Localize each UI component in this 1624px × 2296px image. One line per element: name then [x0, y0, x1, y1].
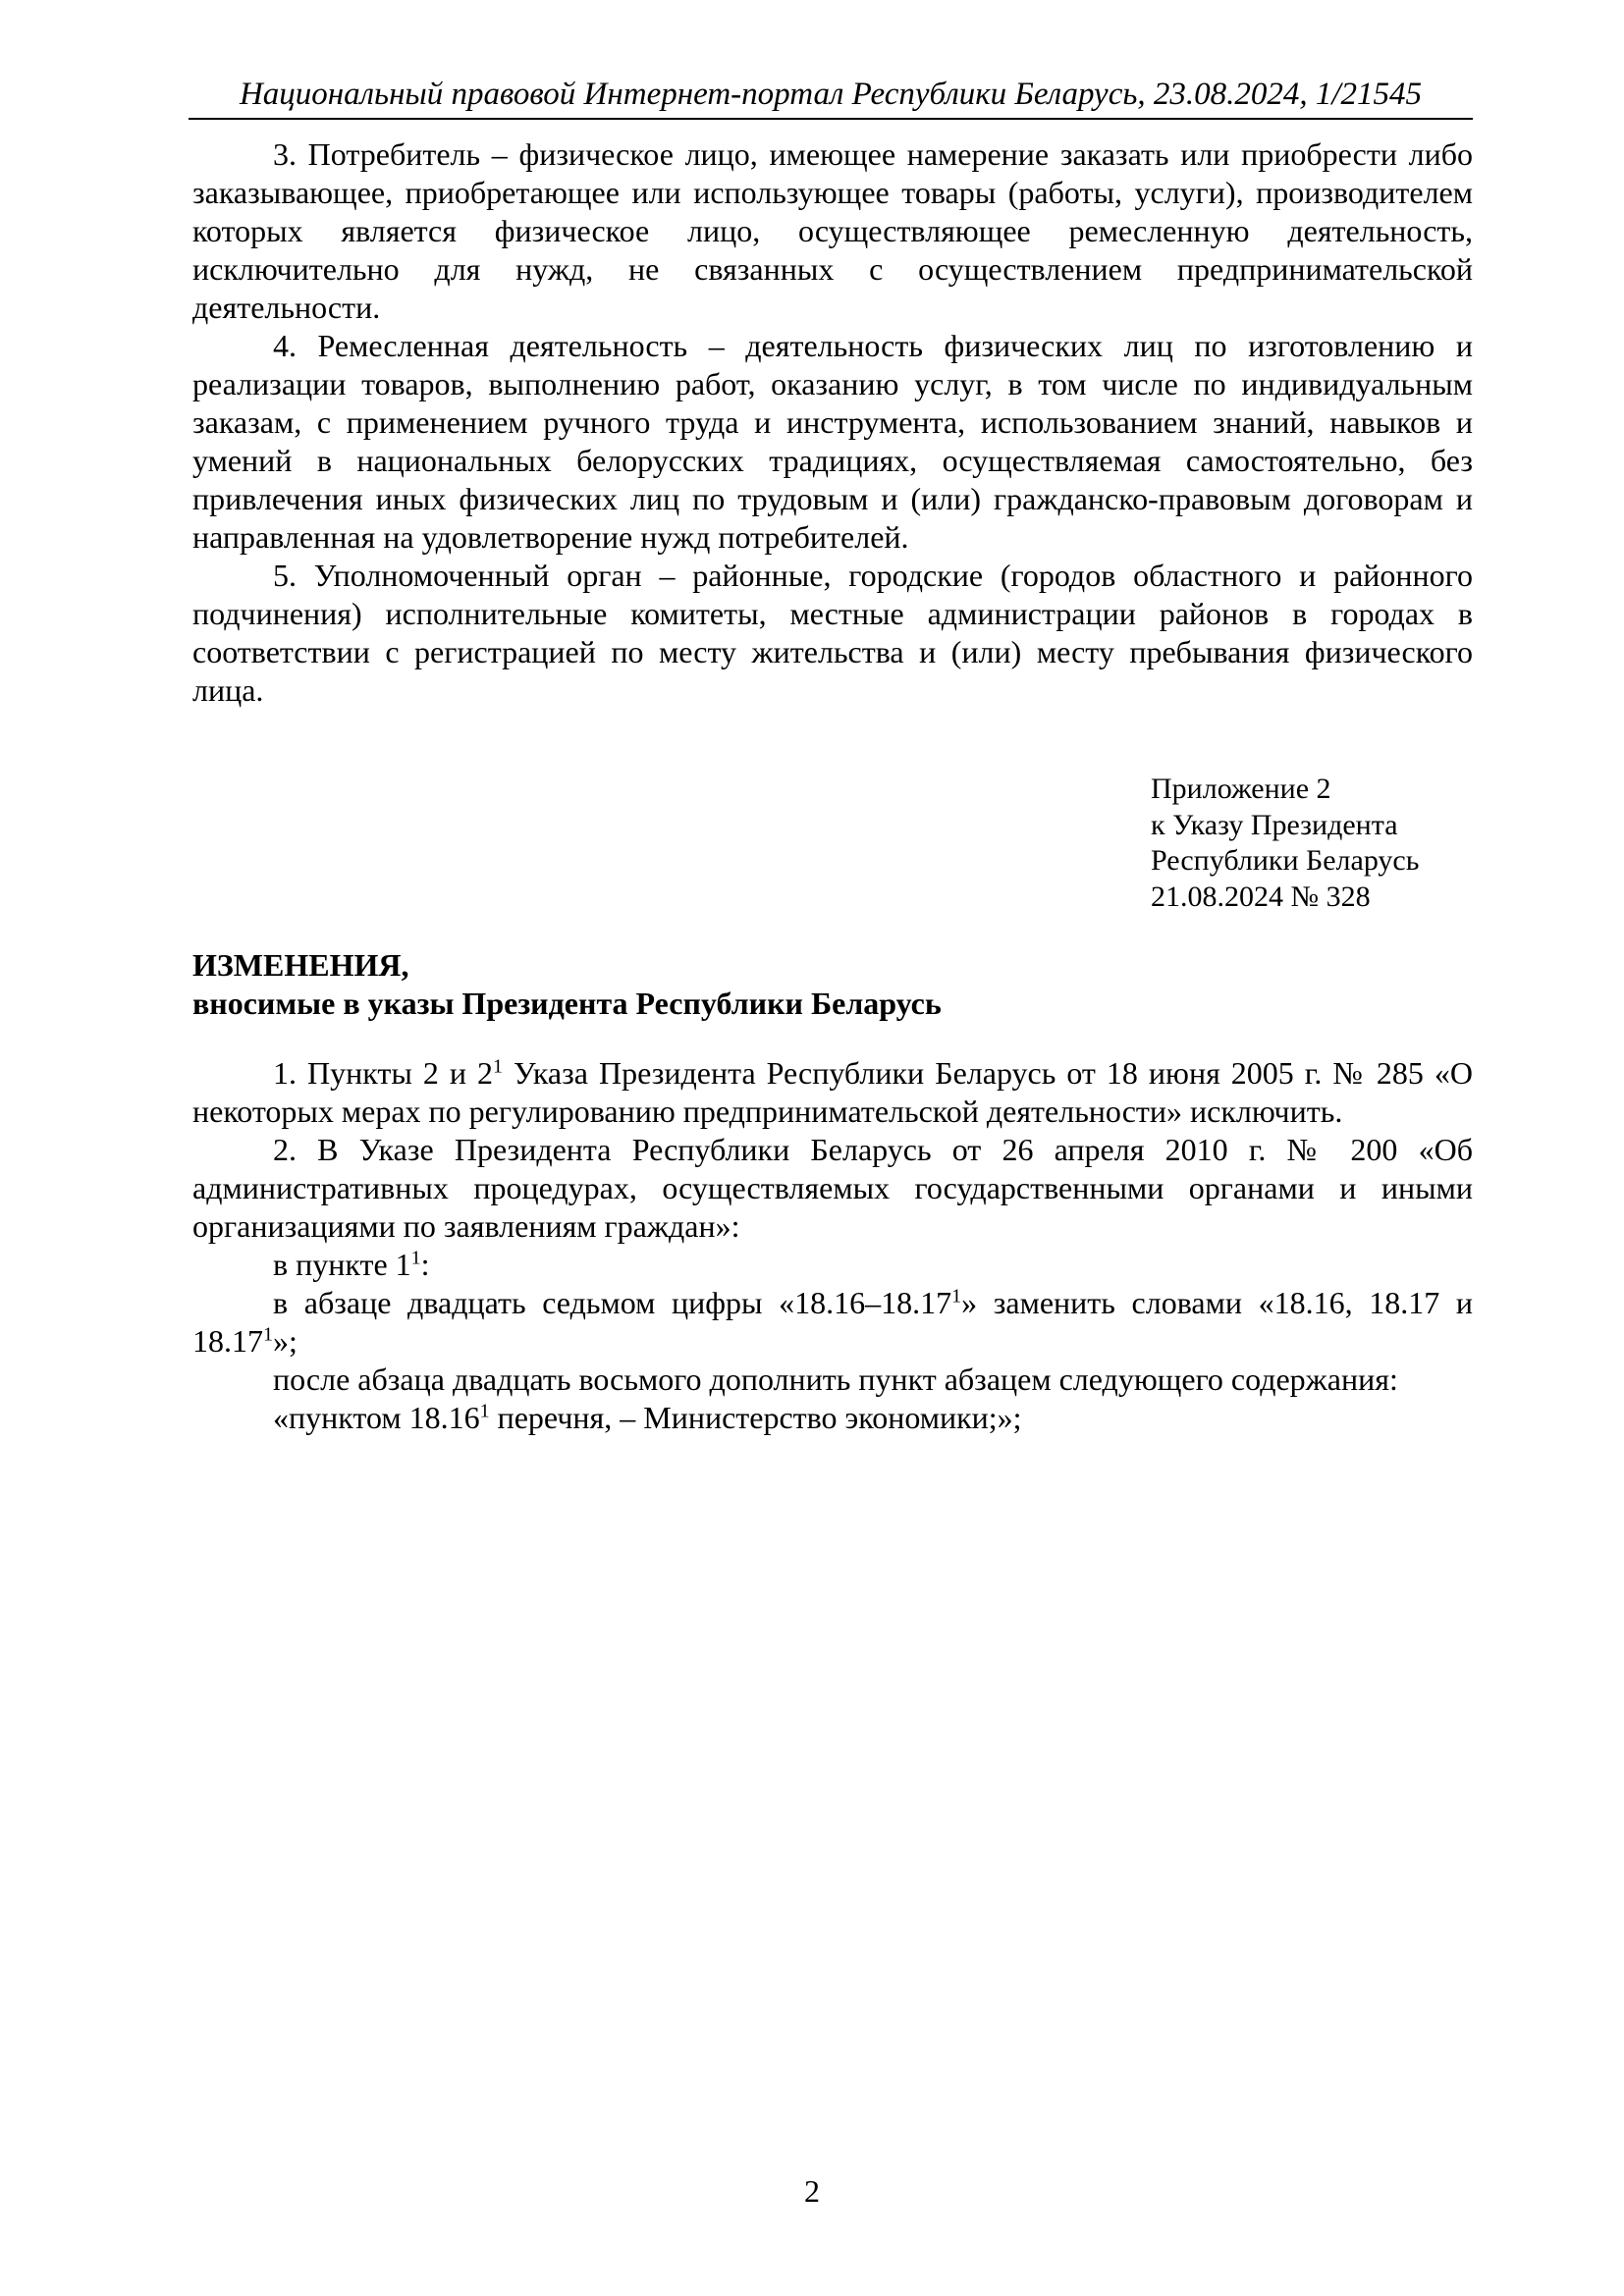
amendment-paragraph: после абзаца двадцать восьмого дополнить пункт абзацем следующего содержания:	[273, 1362, 1398, 1397]
appendix-line: Республики Беларусь	[1151, 844, 1420, 877]
definition-authorized-body: 5. Уполномоченный орган – районные, городские (городов областного и районного подчинения) исполнительные комитеты, местные администрации районов в городах в соответствии с регистрацией по месту жительства и (или) месту пребывания физического лица.	[192, 558, 1473, 708]
amendment-paragraph: в абзаце двадцать седьмом цифры «18.16–18.17$^1$» заменить словами «18.16, 18.17 и 18.17$^1$»;	[192, 1285, 1474, 1359]
amendment-paragraph: «пунктом 18.16$^1$ перечня, – Министерство экономики;»;	[273, 1400, 1022, 1435]
appendix-line: к Указу Президента	[1151, 808, 1398, 841]
page-header: Национальный правовой Интернет-портал Республики Беларусь, 23.08.2024, 1/21545	[189, 75, 1473, 120]
definitions-section	[192, 135, 1473, 710]
appendix-line: Приложение 2	[1151, 773, 1331, 805]
document-title	[192, 946, 1473, 1023]
appendix-caption	[1151, 772, 1419, 915]
amendment-paragraph: 1. Пункты 2 и $2^1$ Указа Президента Республики Беларусь от 18 июня 2005 г. № 285 «О некоторых мерах по регулированию предпринимательской деятельности» исключить.	[192, 1055, 1474, 1129]
amendment-paragraph: 2. В Указе Президента Республики Беларусь от 26 апреля 2010 г. № 200 «Об административных процедурах, осуществляемых государственными органами и иными организациями по заявлениям граждан»:	[192, 1132, 1473, 1244]
amendments-section	[192, 1054, 1473, 1437]
definition-craft-activity: 4. Ремесленная деятельность – деятельность физических лиц по изготовлению и реализации товаров, выполнению работ, оказанию услуг, в том числе по индивидуальным заказам, с применением ручного труда и инструмента, использованием знаний, навыков и умений в национальных белорусских традициях, осуществляемая самостоятельно, без привлечения иных физических лиц по трудовым и (или) гражданско-правовым договорам и направленная на удовлетворение нужд потребителей.	[192, 328, 1473, 555]
page-number: 2	[804, 2173, 820, 2209]
title-line: вносимые в указы Президента Республики Беларусь	[192, 986, 942, 1021]
definition-consumer: 3. Потребитель – физическое лицо, имеющее намерение заказать или приобрести либо заказывающее, приобретающее или использующее товары (работы, услуги), производителем которых является физическое лицо, осуществляющее ремесленную деятельность, исключительно для нужд, не связанных с осуществлением предпринимательской деятельности.	[192, 136, 1473, 325]
appendix-line: 21.08.2024 № 328	[1151, 880, 1371, 913]
amendment-paragraph: в пункте $1^1$:	[273, 1247, 430, 1282]
title-line: ИЗМЕНЕНИЯ,	[192, 947, 409, 983]
